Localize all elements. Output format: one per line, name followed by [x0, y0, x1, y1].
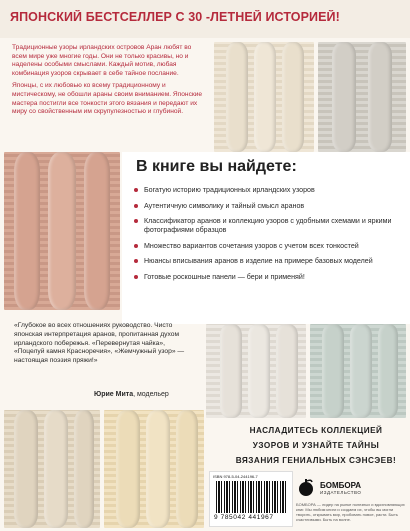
swatch-image-mint-cable [310, 324, 406, 418]
bullet-icon [134, 244, 138, 248]
feature-text: Готовые роскошные панели — бери и применяй! [144, 272, 305, 281]
list-item [134, 273, 396, 282]
cta-line-2: УЗОРОВ И УЗНАЙТЕ ТАЙНЫ [252, 441, 380, 450]
bullet-icon [134, 188, 138, 192]
page-title: ЯПОНСКИЙ БЕСТСЕЛЛЕР С 30 -ЛЕТНЕЙ ИСТОРИЕЙ! [10, 10, 340, 24]
bullet-icon [134, 259, 138, 263]
feature-text: Богатую историю традиционных ирландских узоров [144, 186, 315, 194]
barcode-number: 9 785042 441967 [214, 514, 274, 521]
publisher-subtitle: ИЗДАТЕЛЬСТВО [320, 490, 362, 495]
feature-text: Классификатор аранов и коллекцию узоров с удобными схемами и яркими фотографиями образцов [144, 217, 392, 235]
feature-text: Аутентичную символику и тайный смысл аранов [144, 201, 305, 210]
call-to-action [226, 423, 406, 468]
swatch-image-beige-cable [4, 410, 100, 528]
author-role: , модельер [133, 391, 169, 398]
barcode-block [209, 471, 293, 527]
swatch-image-pink-bobble [4, 152, 120, 310]
swatch-image-ivory-cable [214, 42, 314, 152]
testimonial-author [94, 391, 194, 398]
list-item [134, 257, 396, 266]
publisher-note: БОМБОРА — лидер на рынке полезных и вдохновляющих книг. Мы любим книги и создаем их, чтобы вы могли творить, открывать мир, пробовать новое, расти. Быть счастливыми. Быть на волне. [296, 502, 405, 522]
author-name: Юрие Мита [94, 391, 134, 398]
swatch-image-grey-cable [318, 42, 406, 152]
list-item [134, 202, 396, 211]
features-list [134, 186, 396, 289]
bullet-icon [134, 204, 138, 208]
bullet-icon [134, 219, 138, 223]
list-item [134, 217, 396, 235]
publisher-name: БОМБОРА [320, 481, 362, 490]
bullet-icon [134, 275, 138, 279]
isbn-label: ISBN 978-5-04-244196-7 [213, 474, 258, 479]
publisher-logo-icon [296, 478, 316, 498]
feature-text: Множество вариантов сочетания узоров с учетом всех тонкостей [144, 241, 359, 250]
cta-line-1: НАСЛАДИТЕСЬ КОЛЛЕКЦИЕЙ [249, 426, 383, 435]
list-item [134, 242, 396, 251]
list-item [134, 186, 396, 195]
swatch-image-cream-cable [104, 410, 204, 528]
features-title: В книге вы найдете: [136, 158, 297, 175]
feature-text: Нюансы вписывания аранов в изделие на примере базовых моделей [144, 257, 373, 266]
testimonial-quote: «Глубокое во всех отношениях руководство. Чисто японская интерпретация аранов, пропитанная духом ирландского побережья. «Перевернутая чайка», «Поцелуй камня Красноречия», «Жемчужный узор» — настоящая поэзия пряжи!» [14, 322, 185, 365]
intro-paragraph-2: Японцы, с их любовью ко всему традиционному и мистическому, не обошли араны своим вниманием. Японские мастера постигли все тонкости этого вязания и передают их миру со свойственным им скрупулезностью и глубиной. [12, 82, 203, 116]
intro-paragraph-1: Традиционные узоры ирландских островов Аран любят во всем мире уже многие годы. Они не только красивы, но и наделены особыми смыслами. Каждый мотив, любая комбинация узоров скрывает в себе тайное послание. [12, 44, 192, 77]
intro-text [12, 44, 207, 121]
barcode-icon [216, 481, 286, 513]
swatch-image-white-cable [206, 324, 306, 418]
cta-line-3: ВЯЗАНИЯ ГЕНИАЛЬНЫХ СЭНСЭЕВ! [235, 456, 397, 465]
